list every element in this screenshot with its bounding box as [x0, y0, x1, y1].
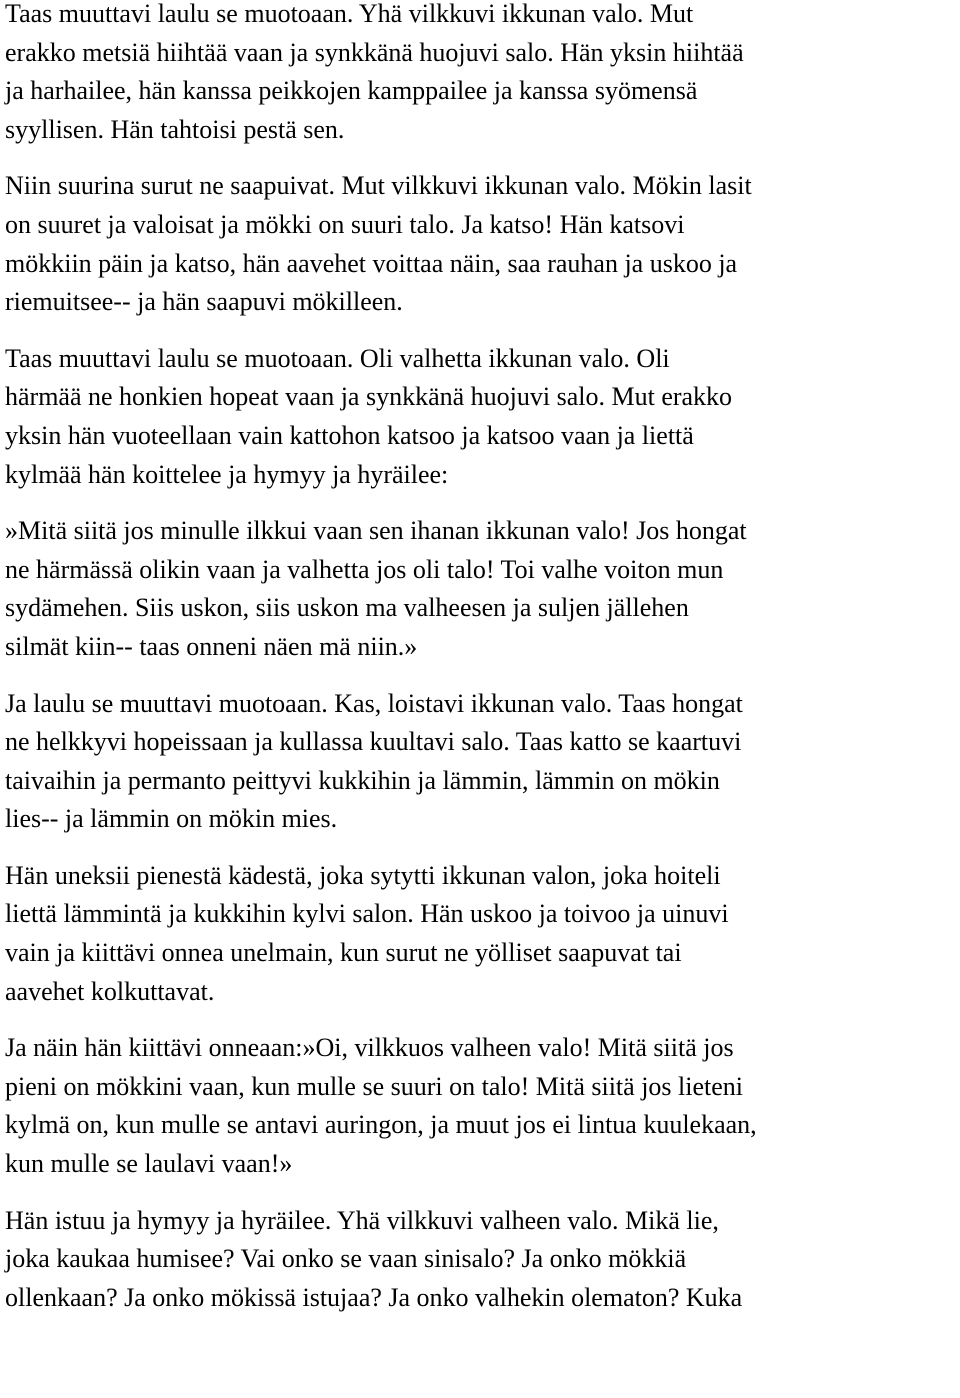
text-line: Ja laulu se muuttavi muotoaan. Kas, loistavi ikkunan valo. Taas hongat	[5, 688, 743, 718]
text-line: mökkiin päin ja katso, hän aavehet voittaa näin, saa rauhan ja uskoo ja	[5, 248, 738, 278]
text-line: syyllisen. Hän tahtoisi pestä sen.	[5, 114, 345, 144]
paragraph	[5, 0, 957, 149]
paragraph	[5, 685, 957, 839]
text-line: Taas muuttavi laulu se muotoaan. Oli valhetta ikkunan valo. Oli	[5, 343, 670, 373]
text-line: kylmä on, kun mulle se antavi auringon, ja muut jos ei lintua kuulekaan,	[5, 1110, 757, 1140]
text-line: ja harhailee, hän kanssa peikkojen kamppailee ja kanssa syömensä	[5, 76, 698, 106]
paragraph	[5, 1029, 957, 1183]
text-line: »Mitä siitä jos minulle ilkkui vaan sen ihanan ikkunan valo! Jos hongat	[5, 516, 747, 546]
text-line: erakko metsiä hiihtää vaan ja synkkänä huojuvi salo. Hän yksin hiihtää	[5, 37, 744, 67]
text-line: yksin hän vuoteellaan vain kattohon katsoo ja katsoo vaan ja liettä	[5, 420, 694, 450]
paragraph	[5, 340, 957, 494]
text-line: on suuret ja valoisat ja mökki on suuri talo. Ja katso! Hän katsovi	[5, 209, 685, 239]
text-line: ne helkkyvi hopeissaan ja kullassa kuultavi salo. Taas katto se kaartuvi	[5, 727, 742, 757]
text-line: Hän uneksii pienestä kädestä, joka sytytti ikkunan valon, joka hoiteli	[5, 860, 721, 890]
text-line: härmää ne honkien hopeat vaan ja synkkänä huojuvi salo. Mut erakko	[5, 382, 733, 412]
document-page	[5, 0, 957, 1317]
text-line: riemuitsee-- ja hän saapuvi mökilleen.	[5, 287, 403, 317]
paragraph	[5, 512, 957, 666]
text-line: taivaihin ja permanto peittyvi kukkihin ja lämmin, lämmin on mökin	[5, 765, 720, 795]
paragraph	[5, 1202, 957, 1318]
text-line: liettä lämmintä ja kukkihin kylvi salon. Hän uskoo ja toivoo ja uinuvi	[5, 899, 729, 929]
text-line: Niin suurina surut ne saapuivat. Mut vilkkuvi ikkunan valo. Mökin lasit	[5, 171, 752, 201]
paragraph	[5, 167, 957, 321]
text-line: lies-- ja lämmin on mökin mies.	[5, 804, 338, 834]
text-line: Taas muuttavi laulu se muotoaan. Yhä vilkkuvi ikkunan valo. Mut	[5, 0, 694, 28]
paragraph	[5, 857, 957, 1011]
text-line: sydämehen. Siis uskon, siis uskon ma valheesen ja suljen jällehen	[5, 593, 689, 623]
text-line: kylmää hän koittelee ja hymyy ja hyräilee:	[5, 459, 449, 489]
text-line: silmät kiin-- taas onneni näen mä niin.»	[5, 631, 418, 661]
text-line: joka kaukaa humisee? Vai onko se vaan sinisalo? Ja onko mökkiä	[5, 1244, 687, 1274]
text-line: ne härmässä olikin vaan ja valhetta jos oli talo! Toi valhe voiton mun	[5, 554, 724, 584]
text-line: Ja näin hän kiittävi onneaan:»Oi, vilkkuos valheen valo! Mitä siitä jos	[5, 1033, 734, 1063]
text-line: vain ja kiittävi onnea unelmain, kun surut ne yölliset saapuvat tai	[5, 938, 682, 968]
text-line: kun mulle se laulavi vaan!»	[5, 1149, 293, 1179]
text-line: ollenkaan? Ja onko mökissä istujaa? Ja onko valhekin olematon? Kuka	[5, 1282, 743, 1312]
text-line: pieni on mökkini vaan, kun mulle se suuri on talo! Mitä siitä jos lieteni	[5, 1071, 744, 1101]
text-line: Hän istuu ja hymyy ja hyräilee. Yhä vilkkuvi valheen valo. Mikä lie,	[5, 1205, 719, 1235]
text-line: aavehet kolkuttavat.	[5, 976, 215, 1006]
